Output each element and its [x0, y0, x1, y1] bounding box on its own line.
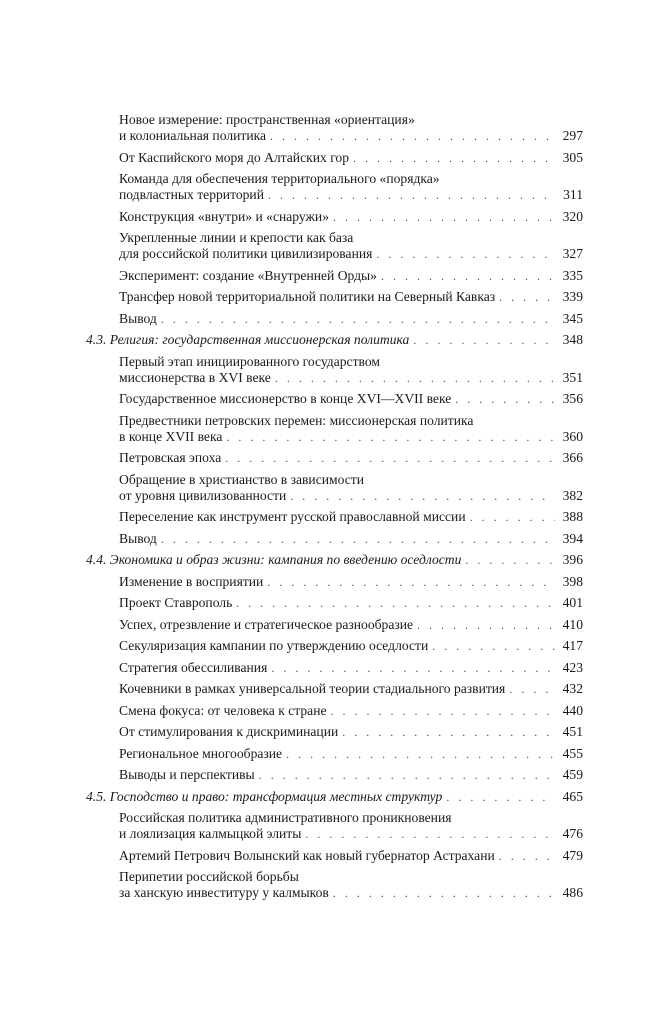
- toc-entry-title-line: за ханскую инвеституру у калмыков: [119, 885, 329, 900]
- toc-entry-title-line: в конце XVII века: [119, 428, 223, 444]
- leader-dots: [271, 660, 555, 676]
- toc-entry: [86, 703, 583, 719]
- leader-dots: [333, 209, 555, 225]
- leader-dots: [305, 826, 555, 842]
- toc-entry-title-line: и колониальная политика: [119, 128, 267, 143]
- toc-entry: [86, 391, 583, 407]
- page-number: 476: [562, 826, 583, 841]
- toc-entry: [86, 574, 583, 590]
- toc-entry-row: [119, 289, 583, 305]
- toc-entry-title-line: Предвестники петровских перемен: миссионерская политика: [119, 412, 474, 428]
- page-number: 396: [562, 552, 583, 567]
- toc-entry-row: [119, 128, 583, 144]
- leader-dots: [381, 268, 555, 284]
- toc-entry: [86, 509, 583, 525]
- page-number: 479: [562, 847, 583, 863]
- toc-entry: [86, 171, 583, 203]
- leader-dots: [333, 885, 555, 901]
- toc-entry-row: [119, 268, 583, 284]
- toc-entry: [86, 848, 583, 864]
- toc-entry: [86, 660, 583, 676]
- toc-entry: [86, 413, 583, 445]
- toc-entry: [86, 209, 583, 225]
- toc-entry-row: [119, 681, 583, 697]
- toc-entry-title-line: Вывод: [119, 310, 157, 326]
- toc-entry-title-line: Секуляризация кампании по утверждению оседлости: [119, 638, 429, 653]
- page-number: 459: [562, 767, 583, 782]
- leader-dots: [286, 746, 555, 762]
- toc-entry-title-line: подвластных территорий: [119, 187, 264, 202]
- toc-entry-row: [119, 488, 583, 504]
- toc-entry: [86, 150, 583, 166]
- toc-entry-row: [119, 660, 583, 676]
- toc-entry: [86, 112, 583, 144]
- page-number: 339: [562, 289, 583, 304]
- leader-dots: [161, 531, 555, 547]
- toc-entry-title-line: и лоялизация калмыцкой элиты: [119, 826, 302, 841]
- page-number: 486: [562, 885, 583, 900]
- toc-entry-title-line: Переселение как инструмент русской православной миссии: [119, 509, 466, 524]
- leader-dots: [465, 552, 555, 568]
- toc-entry-title-line: Новое измерение: пространственная «ориентация»: [119, 112, 415, 127]
- toc-entry-title-line: Укрепленные линии и крепости как база: [119, 230, 354, 245]
- toc-entry-title-line: От Каспийского моря до Алтайских гор: [119, 149, 350, 165]
- toc-entry-title-line: Государственное миссионерство в конце XVI—XVII веке: [119, 391, 452, 406]
- toc-entry: [86, 268, 583, 284]
- toc-entry-row: [119, 391, 583, 407]
- page-number: 432: [562, 681, 583, 696]
- leader-dots: [236, 595, 555, 611]
- toc-entry-row: [119, 638, 583, 654]
- leader-dots: [455, 391, 555, 407]
- toc-entry-title-line: 4.3. Религия: государственная миссионерская политика: [86, 332, 410, 347]
- toc-entry-row: [86, 552, 583, 568]
- toc-entry-row: [119, 848, 583, 864]
- toc-entry: [86, 681, 583, 697]
- page-number: 335: [562, 267, 583, 283]
- page-number: 345: [562, 310, 583, 326]
- leader-dots: [290, 488, 555, 504]
- toc-entry-title-line: Конструкция «внутри» и «снаружи»: [119, 208, 329, 224]
- toc-entry: [86, 230, 583, 262]
- toc-entry: [86, 472, 583, 504]
- leader-dots: [259, 767, 555, 783]
- toc-entry-row: [119, 370, 583, 386]
- toc-entry-title-line: Эксперимент: создание «Внутренней Орды»: [119, 267, 377, 283]
- toc-entry-title-line: миссионерства в XVI веке: [119, 369, 271, 385]
- leader-dots: [267, 574, 555, 590]
- toc-entry: [86, 595, 583, 611]
- page-number: 311: [563, 187, 583, 202]
- toc-entry-title-line: Российская политика административного проникновения: [119, 810, 452, 825]
- toc-entry-title-line: от уровня цивилизованности: [119, 487, 287, 503]
- toc-entry-row: [119, 703, 583, 719]
- toc-entry-title-line: Успех, отрезвление и стратегическое разнообразие: [119, 616, 414, 632]
- toc-entry-title-line: Выводы и перспективы: [119, 767, 255, 782]
- toc-entry: [86, 354, 583, 386]
- toc-entry: [86, 638, 583, 654]
- toc-entry-title-line: 4.5. Господство и право: трансформация местных структур: [86, 788, 443, 804]
- toc-section-entry: [86, 552, 583, 568]
- leader-dots: [509, 681, 555, 697]
- toc-entry-row: [119, 450, 583, 466]
- toc-entry-row: [119, 595, 583, 611]
- toc-entry-title-line: Проект Ставрополь: [119, 595, 233, 610]
- toc-entry-row: [119, 187, 583, 203]
- toc-entry-title-line: Трансфер новой территориальной политики на Северный Кавказ: [119, 289, 496, 304]
- page-number: 440: [562, 702, 583, 718]
- toc-entry-title-line: для российской политики цивилизирования: [119, 246, 373, 261]
- toc-entry-row: [119, 150, 583, 166]
- toc-entry: [86, 531, 583, 547]
- page-number: 451: [562, 724, 583, 739]
- toc-entry-title-line: Стратегия обессиливания: [119, 659, 268, 675]
- toc-entry-title-line: Перипетии российской борьбы: [119, 869, 299, 884]
- page-number: 351: [562, 369, 583, 385]
- table-of-contents: [86, 112, 583, 907]
- page-number: 327: [562, 246, 583, 261]
- toc-entry-row: [86, 332, 583, 348]
- leader-dots: [413, 332, 555, 348]
- page-number: 297: [562, 128, 583, 143]
- toc-entry-row: [119, 311, 583, 327]
- toc-entry-row: [119, 509, 583, 525]
- leader-dots: [417, 617, 555, 633]
- toc-entry-row: [119, 826, 583, 842]
- page-number: 305: [562, 149, 583, 165]
- leader-dots: [161, 311, 555, 327]
- toc-entry-title-line: От стимулирования к дискриминации: [119, 724, 339, 739]
- toc-entry-row: [119, 724, 583, 740]
- toc-entry-row: [119, 617, 583, 633]
- leader-dots: [446, 789, 555, 805]
- page-number: 417: [562, 638, 583, 653]
- toc-entry-row: [119, 531, 583, 547]
- toc-entry: [86, 746, 583, 762]
- toc-section-entry: [86, 332, 583, 348]
- leader-dots: [226, 429, 555, 445]
- leader-dots: [331, 703, 555, 719]
- page-number: 388: [562, 509, 583, 524]
- leader-dots: [470, 509, 555, 525]
- toc-entry-row: [119, 746, 583, 762]
- leader-dots: [499, 289, 555, 305]
- page-number: 348: [562, 332, 583, 347]
- toc-entry-row: [119, 429, 583, 445]
- leader-dots: [275, 370, 555, 386]
- page-number: 398: [562, 573, 583, 589]
- leader-dots: [342, 724, 555, 740]
- page-number: 382: [562, 487, 583, 503]
- toc-entry: [86, 450, 583, 466]
- page-number: 465: [562, 788, 583, 804]
- leader-dots: [353, 150, 555, 166]
- page-number: 410: [562, 616, 583, 632]
- page-number: 401: [562, 595, 583, 610]
- toc-entry-title-line: Артемий Петрович Волынский как новый губернатор Астрахани: [119, 847, 495, 863]
- page-number: 455: [562, 745, 583, 761]
- toc-entry-title-line: Изменение в восприятии: [119, 573, 264, 589]
- leader-dots: [270, 128, 555, 144]
- toc-entry: [86, 617, 583, 633]
- toc-entry-row: [119, 574, 583, 590]
- toc-section-entry: [86, 789, 583, 805]
- toc-entry-row: [119, 246, 583, 262]
- leader-dots: [268, 187, 555, 203]
- toc-entry-title-line: 4.4. Экономика и образ жизни: кампания по введению оседлости: [86, 552, 462, 567]
- toc-entry-title-line: Смена фокуса: от человека к стране: [119, 702, 327, 718]
- toc-entry-row: [86, 789, 583, 805]
- toc-entry: [86, 311, 583, 327]
- toc-entry-row: [119, 209, 583, 225]
- toc-entry: [86, 810, 583, 842]
- toc-entry: [86, 869, 583, 901]
- leader-dots: [432, 638, 555, 654]
- toc-entry-title-line: Обращение в христианство в зависимости: [119, 471, 364, 487]
- page-number: 356: [562, 391, 583, 406]
- toc-entry-title-line: Первый этап инициированного государством: [119, 353, 380, 369]
- toc-entry-row: [119, 767, 583, 783]
- toc-entry-title-line: Петровская эпоха: [119, 450, 222, 465]
- toc-entry-title-line: Вывод: [119, 530, 157, 546]
- page-number: 360: [562, 428, 583, 444]
- page-number: 394: [562, 530, 583, 546]
- toc-entry-title-line: Команда для обеспечения территориального «порядка»: [119, 171, 440, 186]
- leader-dots: [499, 848, 555, 864]
- leader-dots: [225, 450, 555, 466]
- toc-entry: [86, 767, 583, 783]
- toc-entry-row: [119, 885, 583, 901]
- toc-entry-title-line: Региональное многообразие: [119, 745, 283, 761]
- page-number: 320: [562, 208, 583, 224]
- page-number: 366: [562, 450, 583, 465]
- toc-entry: [86, 289, 583, 305]
- toc-entry: [86, 724, 583, 740]
- page-number: 423: [562, 659, 583, 675]
- toc-entry-title-line: Кочевники в рамках универсальной теории стадиального развития: [119, 681, 506, 696]
- leader-dots: [376, 246, 555, 262]
